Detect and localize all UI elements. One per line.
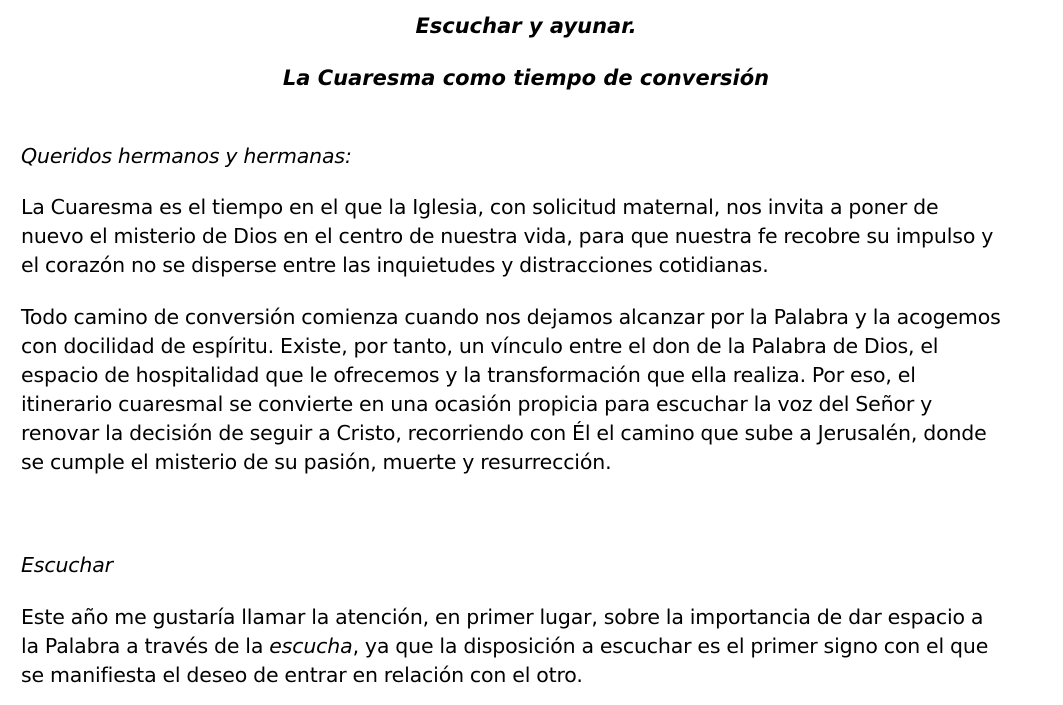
salutation: Queridos hermanos y hermanas: — [21, 144, 352, 168]
paragraph-3-text: , ya que la disposición a escuchar es el primer signo con el que — [352, 634, 989, 658]
paragraph-3-line: Este año me gustaría llamar la atención, en primer lugar, sobre la importancia de dar espacio a — [21, 605, 984, 629]
paragraph-2 — [21, 303, 1041, 477]
paragraph-2-line: se cumple el misterio de su pasión, muerte y resurrección. — [21, 450, 612, 474]
paragraph-2-line: espacio de hospitalidad que le ofrecemos y la transformación que ella realiza. Por eso, el — [21, 363, 916, 387]
section-heading-escuchar: Escuchar — [21, 553, 113, 577]
paragraph-1 — [21, 193, 1041, 280]
paragraph-3 — [21, 603, 1041, 690]
paragraph-3-line — [21, 632, 1041, 661]
paragraph-2-line: itinerario cuaresmal se convierte en una ocasión propicia para escuchar la voz del Señor y — [21, 392, 933, 416]
paragraph-2-line: renovar la decisión de seguir a Cristo, recorriendo con Él el camino que sube a Jerusalén, donde — [21, 421, 987, 445]
paragraph-1-line: el corazón no se disperse entre las inquietudes y distracciones cotidianas. — [21, 253, 769, 277]
document-subtitle: La Cuaresma como tiempo de conversión — [282, 66, 770, 90]
paragraph-2-line: con docilidad de espíritu. Existe, por tanto, un vínculo entre el don de la Palabra de Dios, el — [21, 334, 939, 358]
document-title: Escuchar y ayunar. — [415, 14, 637, 38]
paragraph-1-line: nuevo el misterio de Dios en el centro de nuestra vida, para que nuestra fe recobre su impulso y — [21, 224, 994, 248]
emphasis-escucha: escucha — [269, 634, 353, 658]
paragraph-1-line: La Cuaresma es el tiempo en el que la Iglesia, con solicitud maternal, nos invita a poner de — [21, 195, 939, 219]
paragraph-3-line: se manifiesta el deseo de entrar en relación con el otro. — [21, 663, 583, 687]
paragraph-3-text: la Palabra a través de la — [21, 634, 270, 658]
paragraph-2-line: Todo camino de conversión comienza cuando nos dejamos alcanzar por la Palabra y la acogemos — [21, 305, 1001, 329]
